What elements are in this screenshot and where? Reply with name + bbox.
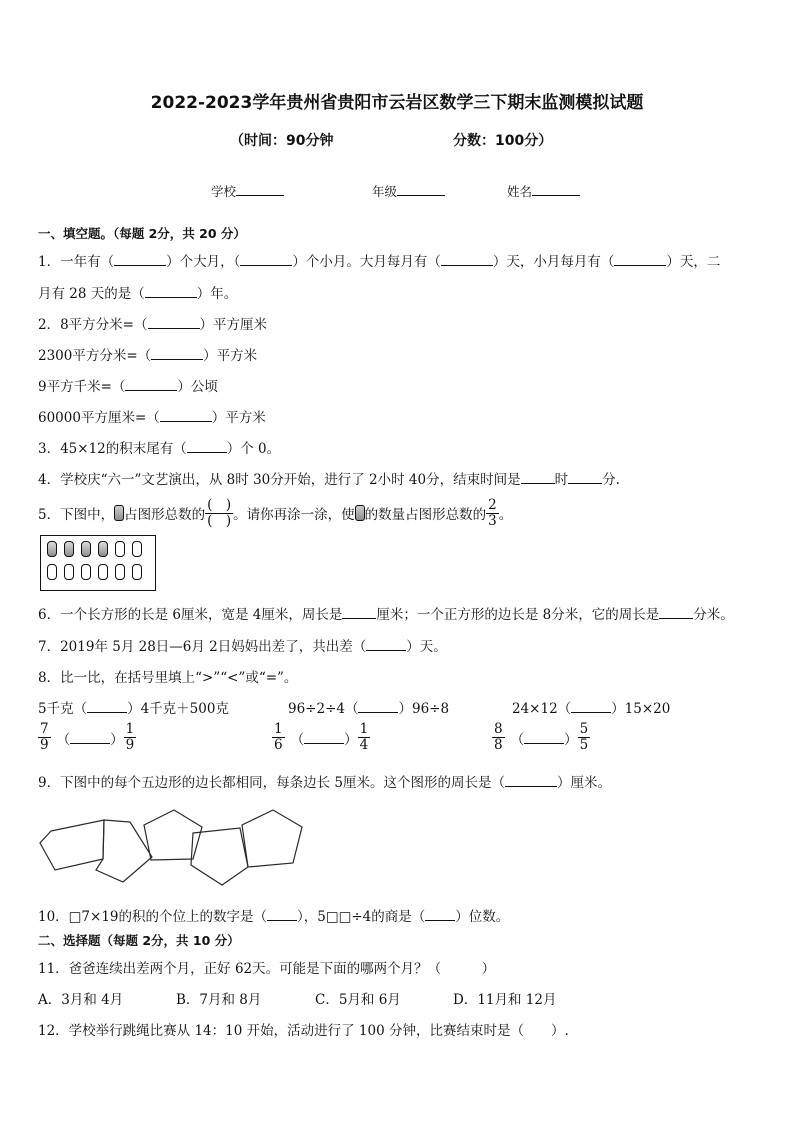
school-field — [211, 182, 284, 200]
question-11-stem: 11．爸爸连续出差两个月，正好 62天。可能是下面的哪两个月？（ ） — [38, 961, 496, 977]
compare-1: 5千克（ ）4千克＋500克 — [38, 701, 229, 717]
cylinders-grid — [45, 541, 145, 587]
option-c: C．5月和 6月 — [315, 992, 401, 1008]
option-b: B．7月和 8月 — [176, 992, 262, 1008]
shaded-cylinder — [98, 541, 108, 557]
empty-cylinder — [132, 564, 142, 580]
question-10: 10．□7×19的积的个位上的数字是（ ），5□□÷4的商是（ ）位数。 — [38, 909, 510, 925]
question-2c: 9平方千米=（ ）公顷 — [38, 379, 218, 395]
pentagon — [96, 820, 152, 882]
empty-cylinder — [115, 541, 125, 557]
question-1-line-2: 月有 28 天的是（ ）年。 — [38, 286, 238, 302]
grade-field — [372, 182, 445, 200]
school-label: 学校 — [211, 184, 237, 199]
question-2d: 60000平方厘米=（ ）平方米 — [38, 410, 266, 426]
compare-6: $\frac{8}{8}$ （ ） $\frac{5}{5}$ — [494, 721, 589, 753]
question-5: 5．下图中， 占图形总数的 $\frac{( )}{( )}$ 。请你再涂一涂，使 的数量占图形总数的 $\frac{2}{3}$ 。 — [38, 496, 513, 529]
question-2b: 2300平方分米=（ ）平方米 — [38, 348, 258, 364]
compare-3: 24×12（ ）15×20 — [512, 701, 671, 717]
exam-score: 分数：100分） — [453, 133, 553, 149]
name-field — [507, 182, 580, 200]
compare-4: $\frac{7}{9}$ （ ） $\frac{1}{9}$ — [40, 721, 135, 753]
pentagons-figure — [30, 800, 320, 895]
compare-5: $\frac{1}{6}$ （ ） $\frac{1}{4}$ — [274, 721, 369, 753]
shaded-cylinder — [64, 541, 74, 557]
question-7: 7．2019年 5月 28日—6月 2日妈妈出差了，共出差（ ）天。 — [38, 639, 447, 655]
question-4: 4．学校庆“六一”文艺演出，从 8时 30分开始，进行了 2小时 40分，结束时间是 时 分. — [38, 472, 620, 488]
fraction: $\frac{7}{9}$ — [40, 721, 49, 753]
page-title: 2022-2023学年贵州省贵阳市云岩区数学三下期末监测模拟试题 — [150, 93, 644, 113]
question-3: 3．45×12的积末尾有（ ）个 0。 — [38, 441, 281, 457]
empty-cylinder — [98, 564, 108, 580]
question-6: 6．一个长方形的长是 6厘米，宽是 4厘米，周长是 厘米；一个正方形的边长是 8分米，它的周长是 分米。 — [38, 607, 734, 623]
cylinder-icon — [355, 505, 365, 521]
cylinders-figure — [40, 535, 156, 591]
name-label: 姓名 — [507, 184, 533, 199]
question-8-stem: 8．比一比，在括号里填上“>”“<”或“=”。 — [38, 670, 298, 686]
fraction: $\frac{8}{8}$ — [494, 721, 503, 753]
empty-cylinder — [64, 564, 74, 580]
empty-cylinder — [132, 541, 142, 557]
fraction: $\frac{1}{4}$ — [359, 721, 369, 753]
pentagon — [40, 820, 104, 870]
question-12-stem: 12．学校举行跳绳比赛从 14：10 开始，活动进行了 100 分钟，比赛结束时是（ ）. — [38, 1023, 569, 1039]
question-1-line-1: 1．一年有（ ）个大月，（ ）个小月。大月每月有（ ）天，小月每月有（ ）天，二 — [38, 254, 721, 270]
section-2-heading: 二、选择题（每题 2分，共 10 分） — [38, 933, 240, 948]
exam-time: （时间：90分钟 — [230, 133, 334, 149]
question-9: 9．下图中的每个五边形的边长都相同，每条边长 5厘米。这个图形的周长是（ ）厘米。 — [38, 775, 611, 791]
cylinder-icon — [114, 505, 124, 521]
shaded-cylinder — [81, 541, 91, 557]
empty-cylinder — [47, 564, 57, 580]
grade-label: 年级 — [372, 184, 398, 199]
fraction-two-thirds: $\frac{2}{3}$ — [488, 496, 497, 529]
fraction: $\frac{1}{6}$ — [274, 721, 283, 753]
compare-2: 96÷2÷4（ ）96÷8 — [288, 701, 450, 717]
fraction: $\frac{5}{5}$ — [579, 721, 589, 753]
section-1-heading: 一、填空题。（每题 2分，共 20 分） — [38, 226, 246, 241]
pentagon — [242, 810, 302, 867]
fraction: $\frac{1}{9}$ — [125, 721, 135, 753]
shaded-cylinder — [47, 541, 57, 557]
option-d: D．11月和 12月 — [453, 992, 557, 1008]
empty-cylinder — [81, 564, 91, 580]
question-2a: 2．8平方分米=（ ）平方厘米 — [38, 317, 267, 333]
fraction-blank: $\frac{( )}{( )}$ — [207, 496, 232, 529]
option-a: A．3月和 4月 — [38, 992, 124, 1008]
empty-cylinder — [115, 564, 125, 580]
